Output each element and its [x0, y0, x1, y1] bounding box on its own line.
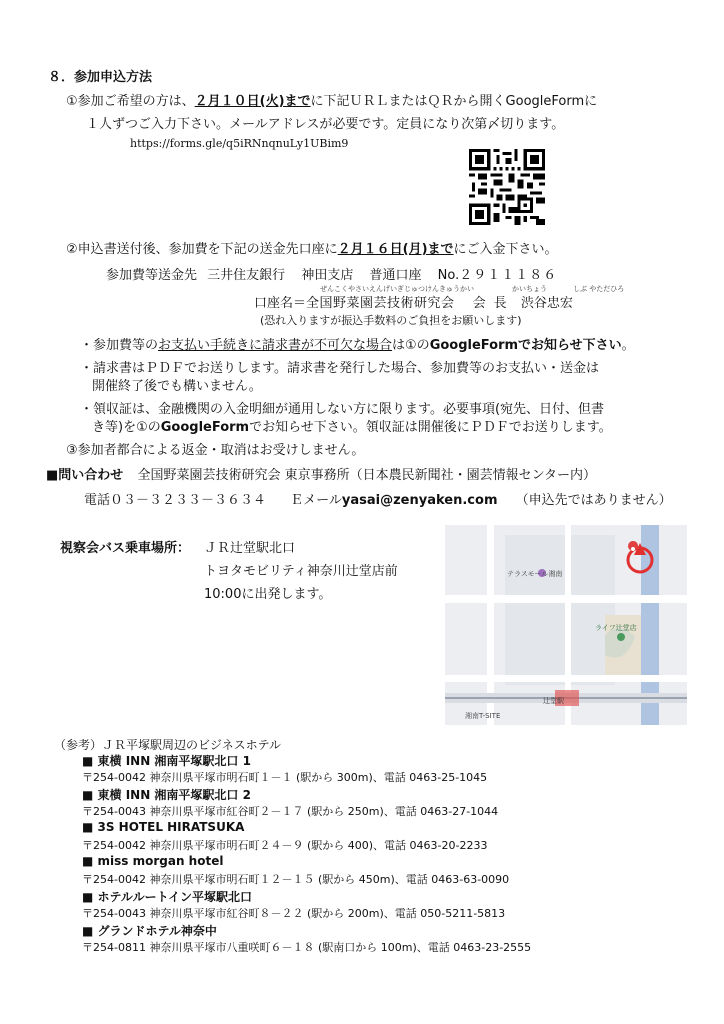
item1-deadline: ２月１０日(火)まで [194, 94, 311, 109]
item2-text-a: ②申込書送付後、参加費を下記の送金先口座に [66, 242, 338, 257]
contact-org: 全国野菜園芸技術研究会 東京事務所（日本農民新聞社・園芸情報センター内） [137, 468, 597, 483]
bank-line [106, 264, 557, 283]
section-heading: ８．参加申込方法 [48, 70, 153, 85]
bullet-3-line1: ・領収証は、金融機関の入金明細が通用しない方に限ります。必要事項(宛先、日付、但書 [80, 402, 605, 417]
hotel-detail-3: 〒254-0042 神奈川県平塚市明石町２４－９ (駅から 400)、電話 0463-20-2233 [82, 839, 488, 852]
holder-person: 渋谷忠宏 [520, 296, 573, 311]
hotel-name-1: ■ 東横 INN 湘南平塚駅北口 1 [82, 754, 251, 768]
contact-note: （申込先ではありません） [515, 493, 672, 508]
contact-email[interactable]: yasai@zenyaken.com [341, 493, 498, 508]
bank-name: 三井住友銀行 [207, 268, 286, 283]
item1-text-b: に下記ＵＲＬまたはＱＲから開くGoogleFormに [310, 94, 598, 109]
bullet-1-text-a: ・参加費等の [80, 338, 159, 353]
bullet-1-end: 。 [621, 338, 635, 353]
bullet-3-text-b: でお知らせ下さい。領収証は開催後にＰＤＦでお送りします。 [249, 420, 612, 435]
contact-line1 [46, 464, 596, 483]
account-no-label: No. [437, 268, 460, 283]
hotel-name-5: ■ ホテルルートイン平塚駅北口 [82, 890, 253, 904]
bullet-1-text-b: は①の [392, 338, 430, 353]
contact-line2 [84, 489, 672, 508]
bullet-3-line2 [92, 416, 612, 435]
hotel-name-4: ■ miss morgan hotel [82, 854, 224, 868]
bullet-3-text-a: き等)を①の [92, 420, 161, 435]
item2-line1 [66, 238, 558, 257]
bus-place-2: トヨタモビリティ神奈川辻堂店前 [204, 564, 398, 579]
ruby-person: しぶ やただひろ [573, 285, 625, 293]
hotel-detail-2: 〒254-0043 神奈川県平塚市紅谷町２－１７ (駅から 250m)、電話 0463-27-1044 [82, 805, 499, 818]
hotel-detail-1: 〒254-0042 神奈川県平塚市明石町１－１ (駅から 300m)、電話 0463-25-1045 [82, 771, 488, 784]
hotel-detail-4: 〒254-0042 神奈川県平塚市明石町１２－１５ (駅から 450m)、電話 0463-63-0090 [82, 873, 510, 886]
account-number: ２９１１１８６ [459, 268, 558, 283]
hotels-heading: （参考）ＪＲ平塚駅周辺のビジネスホテル [54, 738, 282, 752]
map-graphic [445, 525, 687, 725]
item2-text-b: にご入金下さい。 [453, 242, 558, 257]
contact-phone: 電話０３－３２３３－３６３４ [84, 493, 267, 508]
hotel-name-6: ■ グランドホテル神奈中 [82, 924, 217, 938]
account-holder-line [254, 292, 573, 311]
hotel-name-3: ■ 3S HOTEL HIRATSUKA [82, 820, 245, 834]
contact-email-label: Ｅメール [290, 493, 342, 508]
bullet-1-underlined: お支払い手続きに請求書が不可欠な場合 [158, 338, 393, 353]
ruby-org: ぜんこくやさいえんげいぎじゅつけんきゅうかい [320, 285, 474, 293]
map-label-tsite: 湘南T-SITE [465, 712, 501, 720]
contact-heading: ■問い合わせ [46, 468, 124, 483]
hotel-detail-6: 〒254-0811 神奈川県平塚市八重咲町６－１８ (駅南口から 100m)、電話 0463-23-2555 [82, 941, 532, 954]
ruby-title: かいちょう [512, 285, 547, 293]
hotel-name-2: ■ 東横 INN 湘南平塚駅北口 2 [82, 788, 251, 802]
bus-place-1: ＪＲ辻堂駅北口 [204, 541, 296, 556]
form-url-link[interactable]: https://forms.gle/q5iRNnqnuLy1UBim9 [130, 137, 349, 150]
map-label-station: 辻堂駅 [543, 697, 564, 705]
bus-label: 視察会バス乗車場所： [60, 541, 191, 556]
map-label-mall: テラスモール湘南 [507, 570, 563, 578]
fee-note: (恐れ入りますが振込手数料のご負担をお願いします) [260, 314, 522, 327]
location-map[interactable] [445, 525, 687, 725]
item1-line2: １人ずつご入力下さい。メールアドレスが必要です。定員になり次第〆切ります。 [86, 117, 565, 132]
holder-org: 全国野菜園芸技術研究会 [306, 296, 455, 311]
item1-text-a: ①参加ご希望の方は、 [66, 94, 195, 109]
bullet-3-bold: GoogleForm [160, 420, 250, 435]
item3: ③参加者都合による返金・取消はお受けしません。 [66, 443, 365, 458]
item1-line1 [66, 90, 597, 109]
map-label-life: ライフ辻堂店 [595, 624, 637, 632]
hotel-detail-5: 〒254-0043 神奈川県平塚市紅谷町８－２２ (駅から 200m)、電話 050-5211-5813 [82, 907, 506, 920]
holder-title: 会長 [472, 296, 515, 311]
bullet-1 [80, 334, 635, 353]
qr-code[interactable] [469, 149, 545, 225]
bullet-2-line2: 開催終了後でも構いません。 [92, 379, 262, 394]
holder-label: 口座名＝ [254, 296, 307, 311]
account-type: 普通口座 [369, 268, 422, 283]
bus-time: 10:00に出発します。 [204, 587, 332, 602]
item2-deadline: ２月１６日(月)まで [337, 242, 454, 257]
bank-branch: 神田支店 [301, 268, 354, 283]
bullet-1-bold: GoogleFormでお知らせ下さい [429, 338, 622, 353]
bank-label: 参加費等送金先 [106, 268, 198, 283]
bullet-2-line1: ・請求書はＰＤＦでお送りします。請求書を発行した場合、参加費等のお支払い・送金は [80, 361, 599, 376]
